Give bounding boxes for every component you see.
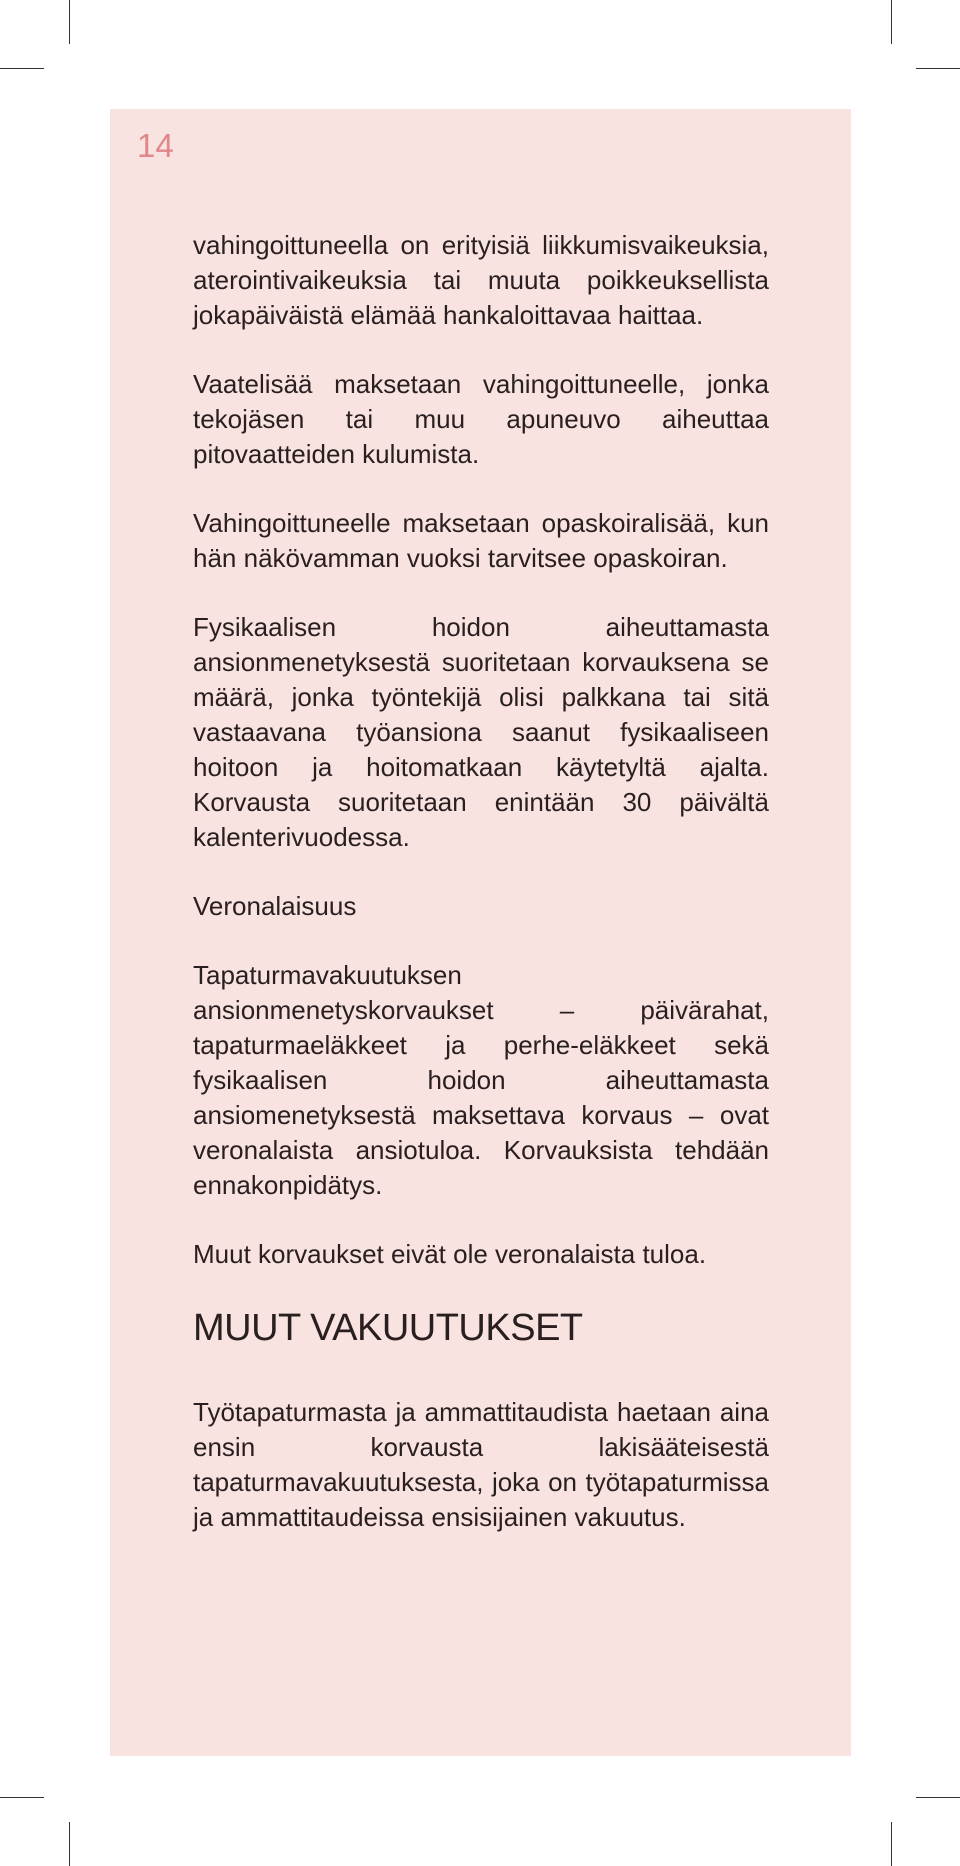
crop-mark-bottom-left-horizontal <box>0 1797 44 1798</box>
paragraph-other-insurance: Työtapaturmasta ja ammattitaudista haetaan aina ensin korvausta lakisääteisestä tapaturmavakuutuksesta, joka on työtapaturmissa ja ammattitaudeissa ensisijainen vakuutus. <box>193 1397 769 1532</box>
paragraph-special-difficulties: vahingoittuneella on erityisiä liikkumisvaikeuksia, aterointivaikeuksia tai muuta poikkeuksellista jokapäiväistä elämää hankaloittavaa haittaa. <box>193 230 769 330</box>
crop-mark-top-right-vertical <box>891 0 892 44</box>
page-content <box>193 228 769 1569</box>
paragraph-non-taxable: Muut korvaukset eivät ole veronalaista tuloa. <box>193 1239 707 1269</box>
paragraph-physical-therapy-compensation: Fysikaalisen hoidon aiheuttamasta ansionmenetyksestä suoritetaan korvauksena se määrä, jonka työntekijä olisi palkkana tai sitä vastaavana työansiona saanut fysikaaliseen hoitoon ja hoitomatkaan käytetyltä ajalta. Korvausta suoritetaan enintään 30 päivältä kalenterivuodessa. <box>193 612 769 852</box>
crop-mark-bottom-left-vertical <box>69 1822 70 1866</box>
section-heading-other-insurance: MUUT VAKUUTUKSET <box>193 1307 583 1349</box>
page-number: 14 <box>137 127 174 164</box>
paragraph-clothing-allowance: Vaatelisää maksetaan vahingoittuneelle, jonka tekojäsen tai muu apuneuvo aiheuttaa pitovaatteiden kulumista. <box>193 369 769 469</box>
crop-mark-top-left-vertical <box>69 0 70 44</box>
paragraph-guide-dog-allowance: Vahingoittuneelle maksetaan opaskoiralisää, kun hän näkövamman vuoksi tarvitsee opaskoiran. <box>193 508 769 573</box>
crop-mark-top-left-horizontal <box>0 68 44 69</box>
crop-mark-bottom-right-vertical <box>891 1822 892 1866</box>
section-heading-taxability: Veronalaisuus <box>193 891 357 921</box>
paragraph-taxable-income: Tapaturmavakuutuksen ansionmenetyskorvaukset – päivärahat, tapaturmaeläkkeet ja perhe-eläkkeet sekä fysikaalisen hoidon aiheuttamasta ansiomenetyksestä maksettava korvaus – ovat veronalaista ansiotuloa. Korvauksista tehdään ennakonpidätys. <box>193 960 769 1200</box>
crop-mark-bottom-right-horizontal <box>916 1797 960 1798</box>
crop-mark-top-right-horizontal <box>916 68 960 69</box>
